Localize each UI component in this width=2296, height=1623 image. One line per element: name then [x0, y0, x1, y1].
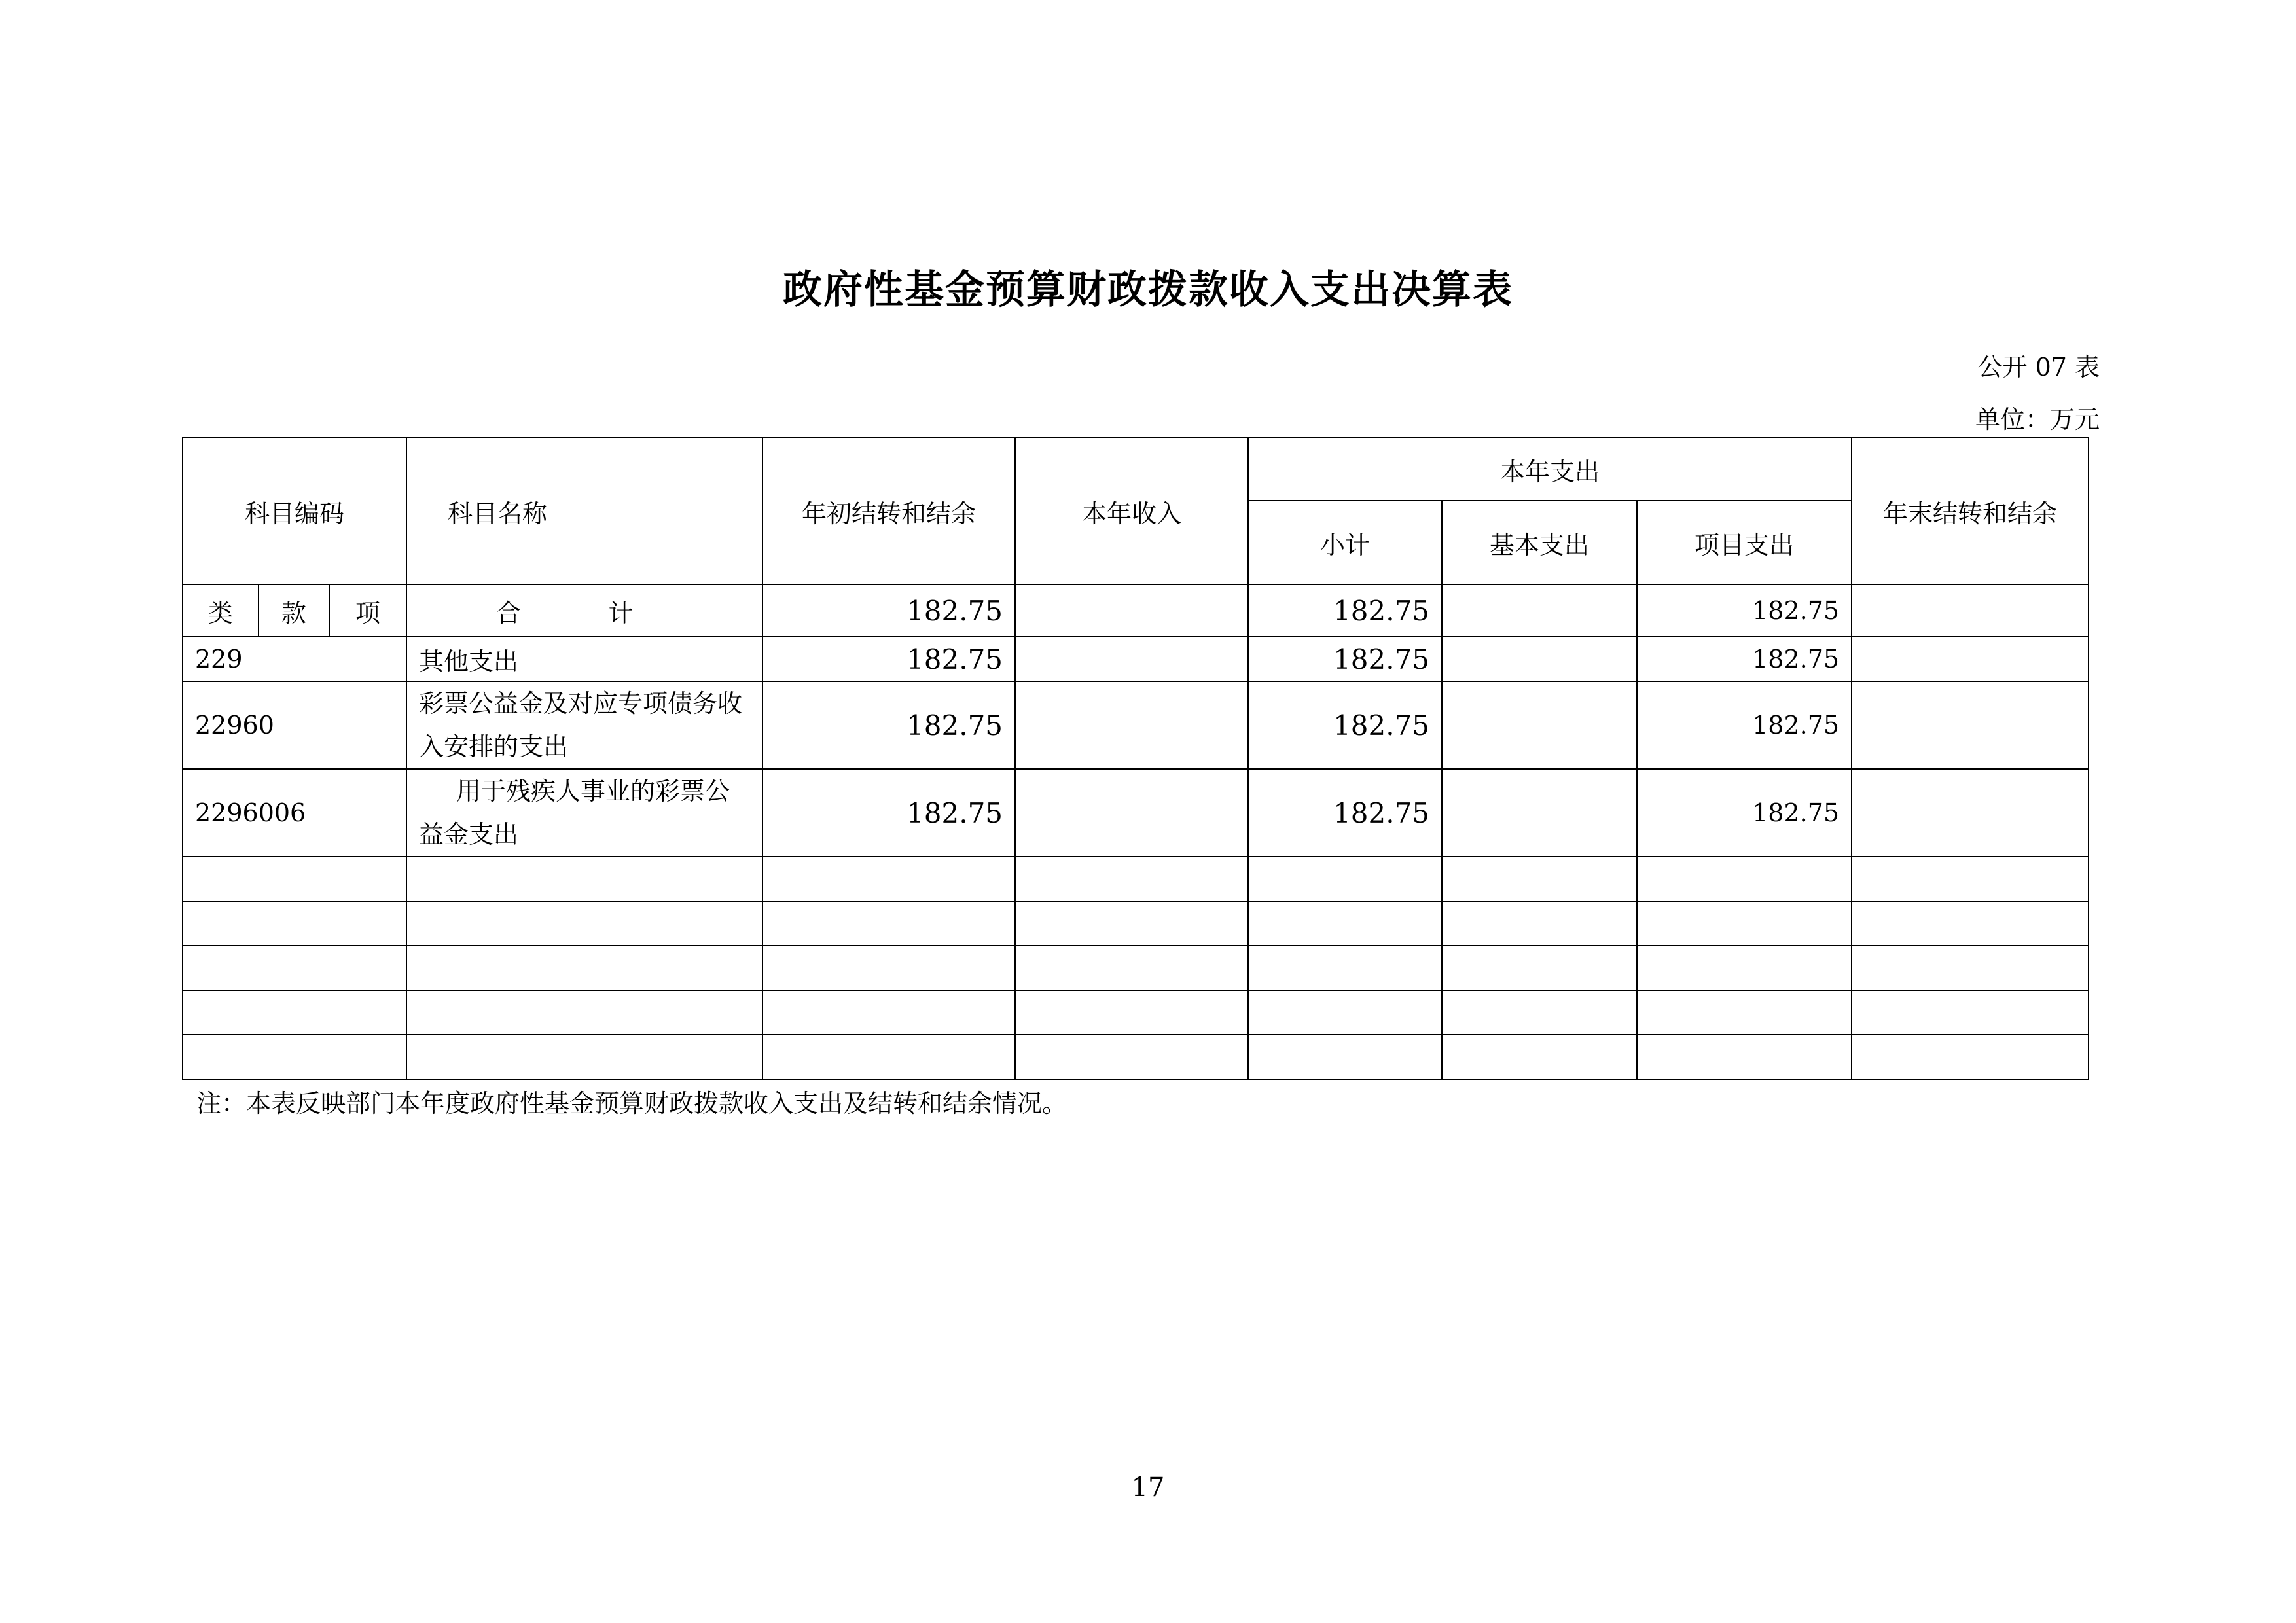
- total-income: [1015, 584, 1248, 637]
- footnote: 注：本表反映部门本年度政府性基金预算财政拨款收入支出及结转和结余情况。: [196, 1089, 1067, 1118]
- empty-cell: [762, 901, 1015, 946]
- header-project: 项目支出: [1637, 501, 1852, 584]
- empty-cell: [1637, 946, 1852, 990]
- row-project: 182.75: [1637, 681, 1852, 769]
- row-code: 229: [183, 637, 406, 681]
- empty-row: [183, 990, 2089, 1035]
- empty-row: [183, 857, 2089, 901]
- row-begin-balance: 182.75: [762, 769, 1015, 857]
- total-label: 合 计: [406, 584, 762, 637]
- empty-cell: [183, 990, 406, 1035]
- header-name: 科目名称: [406, 438, 762, 584]
- empty-cell: [1852, 946, 2089, 990]
- total-basic: [1442, 584, 1637, 637]
- empty-cell: [1637, 857, 1852, 901]
- empty-cell: [1248, 1035, 1442, 1079]
- empty-cell: [1015, 901, 1248, 946]
- empty-cell: [1442, 946, 1637, 990]
- form-number: 公开 07 表: [1977, 353, 2100, 382]
- row-project: 182.75: [1637, 769, 1852, 857]
- empty-cell: [1852, 901, 2089, 946]
- row-name: 用于残疾人事业的彩票公益金支出: [406, 769, 762, 857]
- header-kuan: 款: [259, 584, 329, 637]
- header-code: 科目编码: [183, 438, 406, 584]
- row-name: 其他支出: [406, 637, 762, 681]
- empty-cell: [1852, 857, 2089, 901]
- empty-cell: [1442, 901, 1637, 946]
- empty-cell: [1852, 990, 2089, 1035]
- row-code: 2296006: [183, 769, 406, 857]
- row-end-balance: [1852, 769, 2089, 857]
- table-row: [183, 681, 2089, 769]
- empty-cell: [762, 857, 1015, 901]
- row-name: 彩票公益金及对应专项债务收入安排的支出: [406, 681, 762, 769]
- row-subtotal: 182.75: [1248, 681, 1442, 769]
- header-begin-balance: 年初结转和结余: [762, 438, 1015, 584]
- empty-cell: [406, 901, 762, 946]
- row-code: 22960: [183, 681, 406, 769]
- empty-cell: [1852, 1035, 2089, 1079]
- row-basic: [1442, 769, 1637, 857]
- empty-row: [183, 946, 2089, 990]
- unit-label: 单位：万元: [1975, 405, 2100, 434]
- header-lei: 类: [183, 584, 259, 637]
- empty-cell: [1248, 990, 1442, 1035]
- empty-cell: [1015, 990, 1248, 1035]
- header-expense-group: 本年支出: [1248, 438, 1852, 501]
- empty-cell: [1248, 946, 1442, 990]
- empty-cell: [1248, 901, 1442, 946]
- header-row-1: [183, 438, 2089, 501]
- row-begin-balance: 182.75: [762, 681, 1015, 769]
- empty-cell: [1637, 1035, 1852, 1079]
- empty-cell: [183, 946, 406, 990]
- header-basic: 基本支出: [1442, 501, 1637, 584]
- empty-cell: [1248, 857, 1442, 901]
- empty-row: [183, 1035, 2089, 1079]
- row-project: 182.75: [1637, 637, 1852, 681]
- empty-cell: [183, 901, 406, 946]
- table-row: [183, 637, 2089, 681]
- empty-cell: [406, 990, 762, 1035]
- empty-cell: [762, 990, 1015, 1035]
- page-number: 17: [1131, 1472, 1165, 1503]
- total-begin-balance: 182.75: [762, 584, 1015, 637]
- empty-cell: [1637, 901, 1852, 946]
- fund-budget-table: [182, 437, 2089, 1080]
- row-income: [1015, 769, 1248, 857]
- empty-cell: [406, 946, 762, 990]
- page-title: 政府性基金预算财政拨款收入支出决算表: [783, 267, 1513, 313]
- total-subtotal: 182.75: [1248, 584, 1442, 637]
- empty-cell: [1015, 857, 1248, 901]
- empty-cell: [1637, 990, 1852, 1035]
- row-end-balance: [1852, 681, 2089, 769]
- total-project: 182.75: [1637, 584, 1852, 637]
- empty-cell: [762, 946, 1015, 990]
- row-subtotal: 182.75: [1248, 769, 1442, 857]
- row-end-balance: [1852, 637, 2089, 681]
- empty-cell: [183, 1035, 406, 1079]
- empty-cell: [762, 1035, 1015, 1079]
- empty-cell: [1442, 1035, 1637, 1079]
- empty-cell: [406, 857, 762, 901]
- empty-cell: [1015, 1035, 1248, 1079]
- row-income: [1015, 681, 1248, 769]
- total-end-balance: [1852, 584, 2089, 637]
- empty-cell: [1442, 857, 1637, 901]
- row-basic: [1442, 637, 1637, 681]
- row-basic: [1442, 681, 1637, 769]
- empty-cell: [183, 857, 406, 901]
- empty-row: [183, 901, 2089, 946]
- header-xiang: 项: [329, 584, 406, 637]
- empty-cell: [1442, 990, 1637, 1035]
- total-row: [183, 584, 2089, 637]
- empty-cell: [1015, 946, 1248, 990]
- row-income: [1015, 637, 1248, 681]
- table-row: [183, 769, 2089, 857]
- header-income: 本年收入: [1015, 438, 1248, 584]
- row-subtotal: 182.75: [1248, 637, 1442, 681]
- header-subtotal: 小计: [1248, 501, 1442, 584]
- row-begin-balance: 182.75: [762, 637, 1015, 681]
- empty-cell: [406, 1035, 762, 1079]
- header-end-balance: 年末结转和结余: [1852, 438, 2089, 584]
